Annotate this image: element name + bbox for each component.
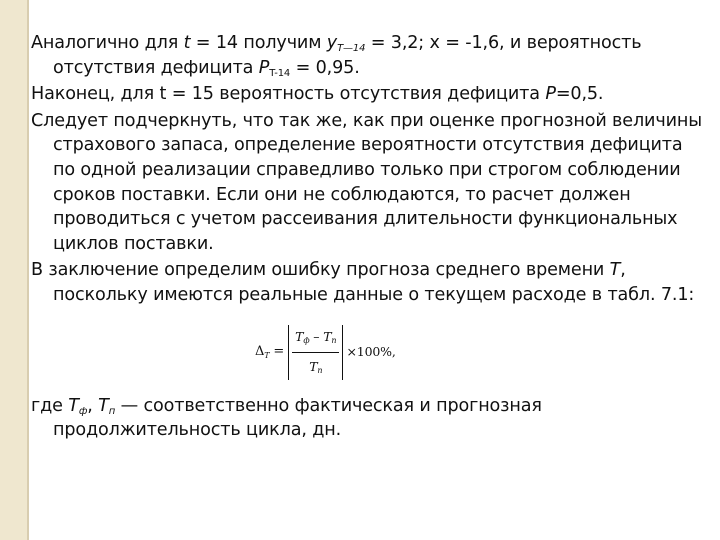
paragraph-3 [31, 109, 707, 257]
formula-delta: $\Delta_T$ = [255, 344, 285, 361]
slide-content [31, 31, 707, 445]
p1-var-t: t [183, 33, 191, 53]
p5-text-b: — соответственно фактическая и прогнозная продолжительность цикла, дн. [53, 395, 542, 441]
side-decor-line [27, 0, 29, 540]
p2-text-a: Наконец, для t = 15 вероятность отсутствия дефицита [31, 84, 546, 105]
p5-var-tn: T [98, 395, 109, 416]
formula-delta-symbol: Δ [255, 344, 265, 360]
p1-text-c: = 3,2; x = -1,6, и вероятность отсутствия дефицита [53, 33, 642, 78]
formula-denominator [309, 353, 322, 380]
p4-text-a: В заключение определим ошибку прогноза среднего времени [31, 260, 610, 281]
paragraph-5 [31, 394, 707, 443]
p5-comma: , [87, 395, 99, 416]
paragraph-2 [31, 82, 707, 107]
p1-text-b: = 14 получим [190, 33, 327, 53]
p1-text-a: Аналогично для [31, 33, 184, 53]
paragraph-1 [31, 31, 707, 80]
formula-den-sub: п [317, 366, 323, 376]
formula-minus: – [309, 329, 324, 345]
formula-num-a-sub: ф [303, 336, 310, 346]
p1-var-y-sub: T—14 [337, 43, 366, 54]
p5-var-tf: T [68, 395, 79, 416]
p5-var-tf-sub: ф [78, 405, 88, 417]
p5-text-a: где [31, 395, 69, 416]
p1-text-d: = 0,95. [290, 57, 360, 78]
p4-var-t: T [609, 260, 621, 281]
p5-var-tn-sub: п [108, 405, 116, 417]
paragraph-4 [31, 258, 707, 307]
p1-var-p-sub: T-14 [269, 67, 291, 79]
formula-delta-sub: T [264, 351, 270, 361]
formula-abs-bars [288, 325, 343, 379]
p1-var-p: P [258, 57, 270, 78]
formula-numerator [292, 325, 339, 353]
error-formula [31, 312, 707, 394]
p1-var-y: y [326, 33, 338, 53]
side-decor-band [0, 0, 27, 540]
formula-num-b-sub: п [331, 336, 337, 346]
p3-text: Следует подчеркнуть, что так же, как при оценке прогнозной величины страхового запаса, определение вероятности отсутствия дефицита по одной реализации справедливо только при строгом соблюдении сроков поставки. Если они не соблюдаются, то расчет должен проводиться с учетом рассеивания длительности функциональных циклов поставки. [31, 110, 702, 254]
p2-text-b: =0,5. [555, 84, 604, 105]
formula-tail: ×100%, [346, 344, 396, 360]
formula-num-a: T [295, 329, 304, 345]
formula-den: T [309, 359, 318, 375]
p4-text-b: , поскольку имеются реальные данные о текущем расходе в табл. 7.1: [53, 260, 695, 305]
formula-num-b: T [323, 329, 332, 345]
p2-var-p: P [545, 84, 556, 105]
formula-fraction [292, 325, 339, 379]
